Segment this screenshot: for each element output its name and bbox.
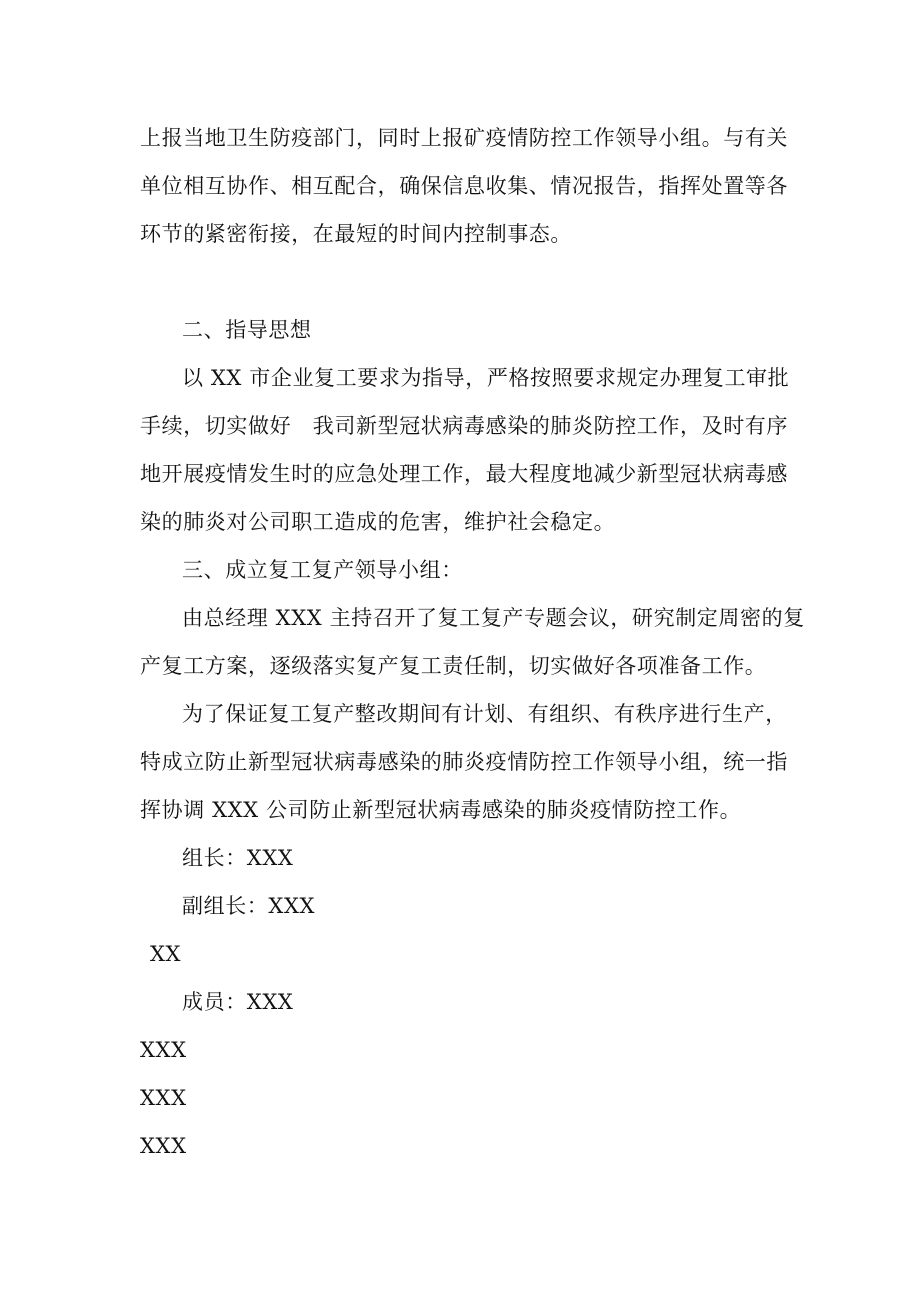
- para4-line3: 挥协调 XXX 公司防止新型冠状病毒感染的肺炎疫情防控工作。: [140, 798, 742, 822]
- para4-line1: 为了保证复工复产整改期间有计划、有组织、有秩序进行生产，: [182, 702, 787, 726]
- para2-line3: 地开展疫情发生时的应急处理工作，最大程度地减少新型冠状病毒感: [140, 462, 788, 486]
- para1-line2: 单位相互协作、相互配合，确保信息收集、情况报告，指挥处置等各: [140, 174, 788, 198]
- para3-line1: 由总经理 XXX 主持召开了复工复产专题会议，研究制定周密的复: [182, 606, 805, 630]
- para2-line2: 手续，切实做好 我司新型冠状病毒感染的肺炎防控工作，及时有序: [140, 414, 788, 438]
- members-label: 成员：XXX: [182, 990, 294, 1014]
- group-leader: 组长：XXX: [182, 846, 294, 870]
- para1-line3: 环节的紧密衔接，在最短的时间内控制事态。: [140, 222, 572, 246]
- member-item: XXX: [140, 1038, 187, 1062]
- member-item: XXX: [140, 1086, 187, 1110]
- deputy-leader: 副组长：XXX: [182, 894, 316, 918]
- section-heading-leading-group: 三、成立复工复产领导小组：: [182, 558, 463, 582]
- member-item: XXX: [140, 1134, 187, 1158]
- deputy-extra: XX: [150, 942, 182, 966]
- para3-line2: 产复工方案，逐级落实复产复工责任制，切实做好各项准备工作。: [140, 654, 767, 678]
- para1-line1: 上报当地卫生防疫部门，同时上报矿疫情防控工作领导小组。与有关: [140, 126, 788, 150]
- para2-line4: 染的肺炎对公司职工造成的危害，维护社会稳定。: [140, 510, 616, 534]
- para4-line2: 特成立防止新型冠状病毒感染的肺炎疫情防控工作领导小组，统一指: [140, 750, 788, 774]
- para2-line1: 以 XX 市企业复工要求为指导，严格按照要求规定办理复工审批: [182, 366, 790, 390]
- section-heading-guiding-ideology: 二、指导思想: [182, 318, 312, 342]
